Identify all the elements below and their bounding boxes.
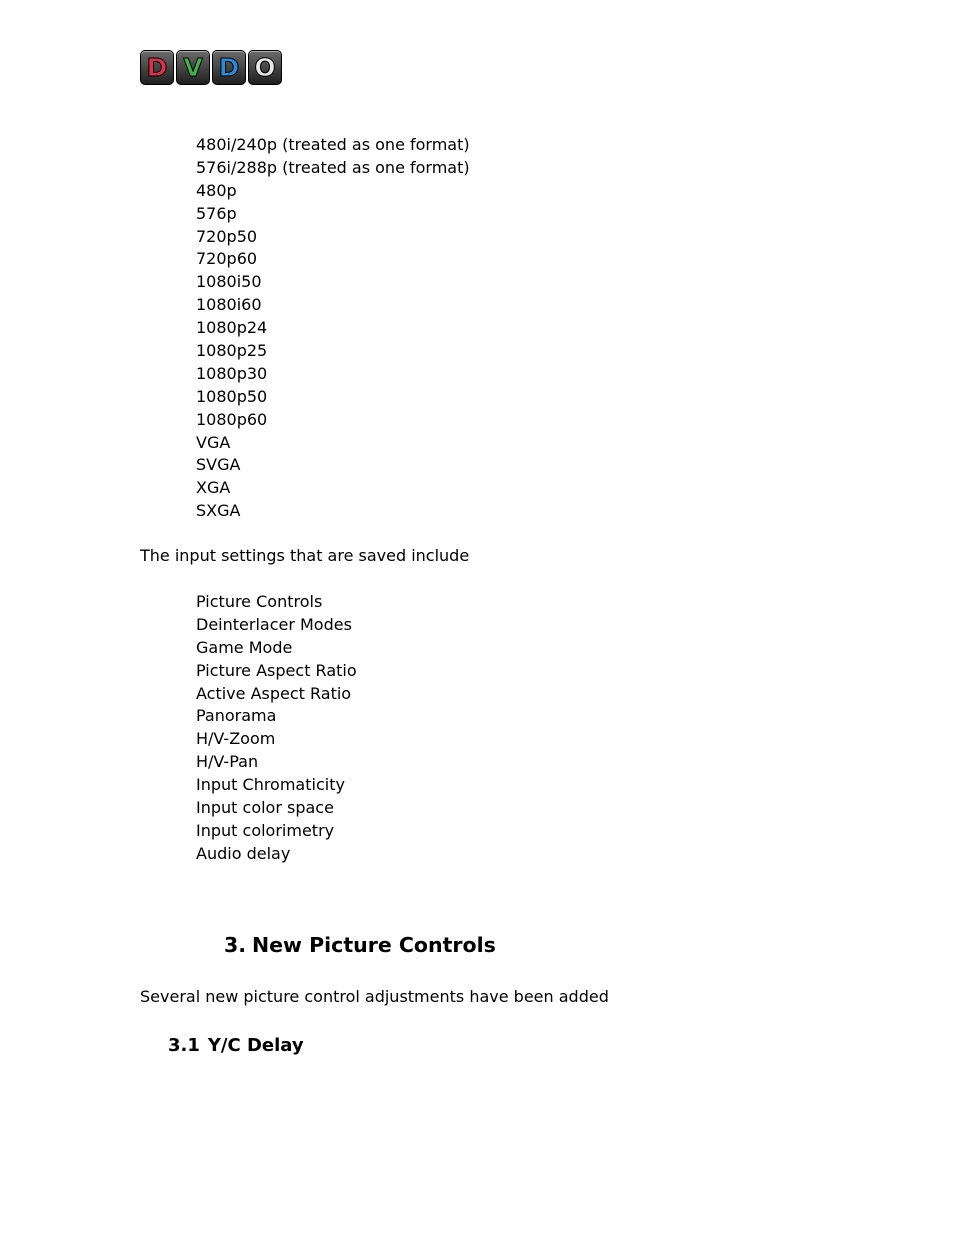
- setting-item: H/V-Pan: [196, 752, 259, 772]
- format-item: 1080p24: [196, 318, 268, 338]
- format-item: 1080i60: [196, 295, 262, 315]
- logo-tile: [140, 50, 174, 85]
- logo-tile: [176, 50, 210, 85]
- setting-item: Audio delay: [196, 843, 291, 863]
- settings-intro: The input settings that are saved include: [140, 546, 470, 565]
- format-item: 720p60: [196, 249, 258, 269]
- format-item: SVGA: [196, 455, 241, 475]
- logo-tile: [212, 50, 246, 85]
- setting-item: Deinterlacer Modes: [196, 614, 352, 634]
- format-item: 1080p60: [196, 409, 268, 429]
- section-heading: [224, 930, 496, 960]
- section-number: 3.: [224, 933, 247, 957]
- logo-tile: [248, 50, 282, 85]
- logo-letter: O: [254, 53, 276, 82]
- format-item: 1080p25: [196, 341, 268, 361]
- format-item: 576p: [196, 203, 237, 223]
- logo-letter: V: [183, 53, 203, 82]
- format-list: [196, 134, 470, 523]
- format-item: 1080p50: [196, 386, 268, 406]
- format-item: 480p: [196, 180, 237, 200]
- format-item: 480i/240p (treated as one format): [196, 135, 470, 154]
- format-item: 720p50: [196, 226, 258, 246]
- setting-item: Input Chromaticity: [196, 775, 345, 795]
- subsection-number: 3.1: [168, 1035, 200, 1056]
- section-intro: Several new picture control adjustments have been added: [140, 987, 609, 1006]
- setting-item: Input colorimetry: [196, 820, 335, 840]
- setting-item: Active Aspect Ratio: [196, 683, 352, 703]
- settings-list: [196, 591, 357, 866]
- logo-letter: D: [146, 53, 168, 82]
- section-title: New Picture Controls: [252, 933, 496, 957]
- setting-item: Picture Controls: [196, 592, 323, 611]
- setting-item: Panorama: [196, 706, 277, 726]
- setting-item: Picture Aspect Ratio: [196, 660, 357, 680]
- format-item: SXGA: [196, 501, 241, 521]
- format-item: 1080i50: [196, 272, 262, 292]
- setting-item: H/V-Zoom: [196, 729, 276, 749]
- subsection-title: Y/C Delay: [207, 1035, 304, 1056]
- format-item: 1080p30: [196, 363, 268, 383]
- format-item: VGA: [196, 432, 231, 452]
- logo-letter: D: [218, 53, 240, 82]
- subsection-heading: [168, 1033, 304, 1059]
- dvdo-logo: [140, 50, 282, 85]
- setting-item: Game Mode: [196, 637, 293, 657]
- setting-item: Input color space: [196, 798, 334, 818]
- format-item: 576i/288p (treated as one format): [196, 157, 470, 177]
- format-item: XGA: [196, 478, 231, 498]
